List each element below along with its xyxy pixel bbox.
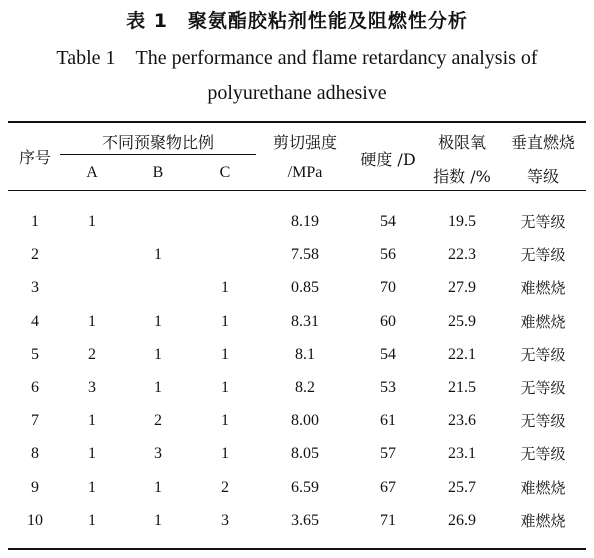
table-cell-seq: 5 (31, 346, 39, 363)
table-cell-grade: 难燃烧 (520, 313, 566, 331)
table-cell-c: 3 (221, 512, 229, 529)
table-cell-hardness: 57 (380, 445, 396, 462)
table-cell-shear: 7.58 (291, 246, 319, 263)
table-cell-hardness: 67 (380, 479, 396, 496)
table-cell-b: 1 (154, 313, 162, 330)
header-loi-line1: 极限氧 (437, 133, 486, 152)
table-cell-grade: 无等级 (520, 379, 566, 397)
header-burn-line2: 等级 (526, 167, 559, 186)
table-title-en-line2: polyurethane adhesive (207, 82, 387, 104)
table-cell-a: 2 (88, 346, 96, 363)
table-cell-shear: 8.31 (291, 313, 319, 330)
table-cell-hardness: 54 (380, 346, 396, 363)
header-ratio-group: 不同预聚物比例 (101, 133, 214, 152)
table-cell-b: 1 (154, 512, 162, 529)
table-cell-grade: 难燃烧 (520, 279, 566, 297)
table-cell-hardness: 70 (380, 279, 396, 296)
table-cell-c: 1 (221, 412, 229, 429)
table-cell-hardness: 53 (380, 379, 396, 396)
table-cell-grade: 无等级 (520, 246, 566, 264)
table-cell-a: 1 (88, 412, 96, 429)
table-cell-loi: 25.9 (448, 313, 476, 330)
table-cell-loi: 22.1 (448, 346, 476, 363)
header-shear-line1: 剪切强度 (272, 133, 337, 152)
ratio-group-rule (60, 154, 256, 155)
table-cell-loi: 26.9 (448, 512, 476, 529)
table-cell-shear: 6.59 (291, 479, 319, 496)
table-cell-c: 1 (221, 346, 229, 363)
table-cell-c (205, 245, 245, 265)
table-bottom-rule (8, 548, 586, 550)
table-cell-grade: 无等级 (520, 412, 566, 430)
table-cell-b (138, 278, 178, 298)
table-cell-a: 1 (88, 479, 96, 496)
table-cell-grade: 无等级 (520, 445, 566, 463)
table-title-en-line1: Table 1 The performance and flame retardancy analysis of (56, 47, 538, 69)
header-seq: 序号 (18, 148, 51, 167)
table-cell-loi: 23.1 (448, 445, 476, 462)
table-cell-loi: 21.5 (448, 379, 476, 396)
table-cell-c (205, 212, 245, 232)
table-cell-shear: 8.1 (295, 346, 315, 363)
table-cell-a: 1 (88, 512, 96, 529)
table-cell-grade: 难燃烧 (520, 512, 566, 530)
table-title-en (0, 41, 594, 111)
table-cell-shear: 0.85 (291, 279, 319, 296)
table-cell-hardness: 54 (380, 213, 396, 230)
table-cell-loi: 25.7 (448, 479, 476, 496)
table-cell-b: 1 (154, 346, 162, 363)
table-cell-loi: 27.9 (448, 279, 476, 296)
table-top-rule (8, 121, 586, 123)
table-cell-hardness: 56 (380, 246, 396, 263)
table-cell-a: 3 (88, 379, 96, 396)
table-cell-b: 2 (154, 412, 162, 429)
table-cell-hardness: 60 (380, 313, 396, 330)
table-cell-seq: 9 (31, 479, 39, 496)
table-cell-c: 1 (221, 279, 229, 296)
table-cell-a: 1 (88, 445, 96, 462)
table-cell-grade: 无等级 (520, 213, 566, 231)
table-cell-seq: 4 (31, 313, 39, 330)
header-shear-line2: /MPa (287, 164, 323, 181)
table-cell-b: 1 (154, 479, 162, 496)
table-cell-b: 1 (154, 246, 162, 263)
table-cell-c: 1 (221, 313, 229, 330)
table-title-cn: 表 1 聚氨酯胶粘剂性能及阻燃性分析 (126, 10, 468, 32)
table-cell-shear: 3.65 (291, 512, 319, 529)
table-cell-a (72, 245, 112, 265)
table-cell-seq: 1 (31, 213, 39, 230)
table-cell-seq: 3 (31, 279, 39, 296)
table-cell-a: 1 (88, 313, 96, 330)
table-cell-seq: 7 (31, 412, 39, 429)
table-cell-shear: 8.00 (291, 412, 319, 429)
table-cell-a: 1 (88, 213, 96, 230)
table-cell-seq: 2 (31, 246, 39, 263)
header-burn-line1: 垂直燃烧 (510, 133, 575, 152)
table-cell-seq: 8 (31, 445, 39, 462)
table-cell-c: 1 (221, 445, 229, 462)
table-cell-hardness: 61 (380, 412, 396, 429)
table-cell-seq: 6 (31, 379, 39, 396)
table-cell-hardness: 71 (380, 512, 396, 529)
table-cell-b: 1 (154, 379, 162, 396)
table-cell-b: 3 (154, 445, 162, 462)
header-b: B (152, 164, 164, 181)
table-cell-shear: 8.2 (295, 379, 315, 396)
header-loi-line2: 指数 /% (433, 167, 491, 186)
header-c: C (219, 164, 231, 181)
header-hardness: 硬度 /D (360, 150, 416, 169)
table-cell-shear: 8.19 (291, 213, 319, 230)
table-cell-b (138, 212, 178, 232)
table-cell-c: 1 (221, 379, 229, 396)
table-cell-grade: 难燃烧 (520, 479, 566, 497)
table-cell-grade: 无等级 (520, 346, 566, 364)
table-cell-shear: 8.05 (291, 445, 319, 462)
table-cell-seq: 10 (27, 512, 43, 529)
table-cell-a (72, 278, 112, 298)
table-cell-loi: 19.5 (448, 213, 476, 230)
table-cell-loi: 23.6 (448, 412, 476, 429)
table-header-rule (8, 190, 586, 191)
table-cell-loi: 22.3 (448, 246, 476, 263)
header-a: A (86, 164, 98, 181)
table-cell-c: 2 (221, 479, 229, 496)
